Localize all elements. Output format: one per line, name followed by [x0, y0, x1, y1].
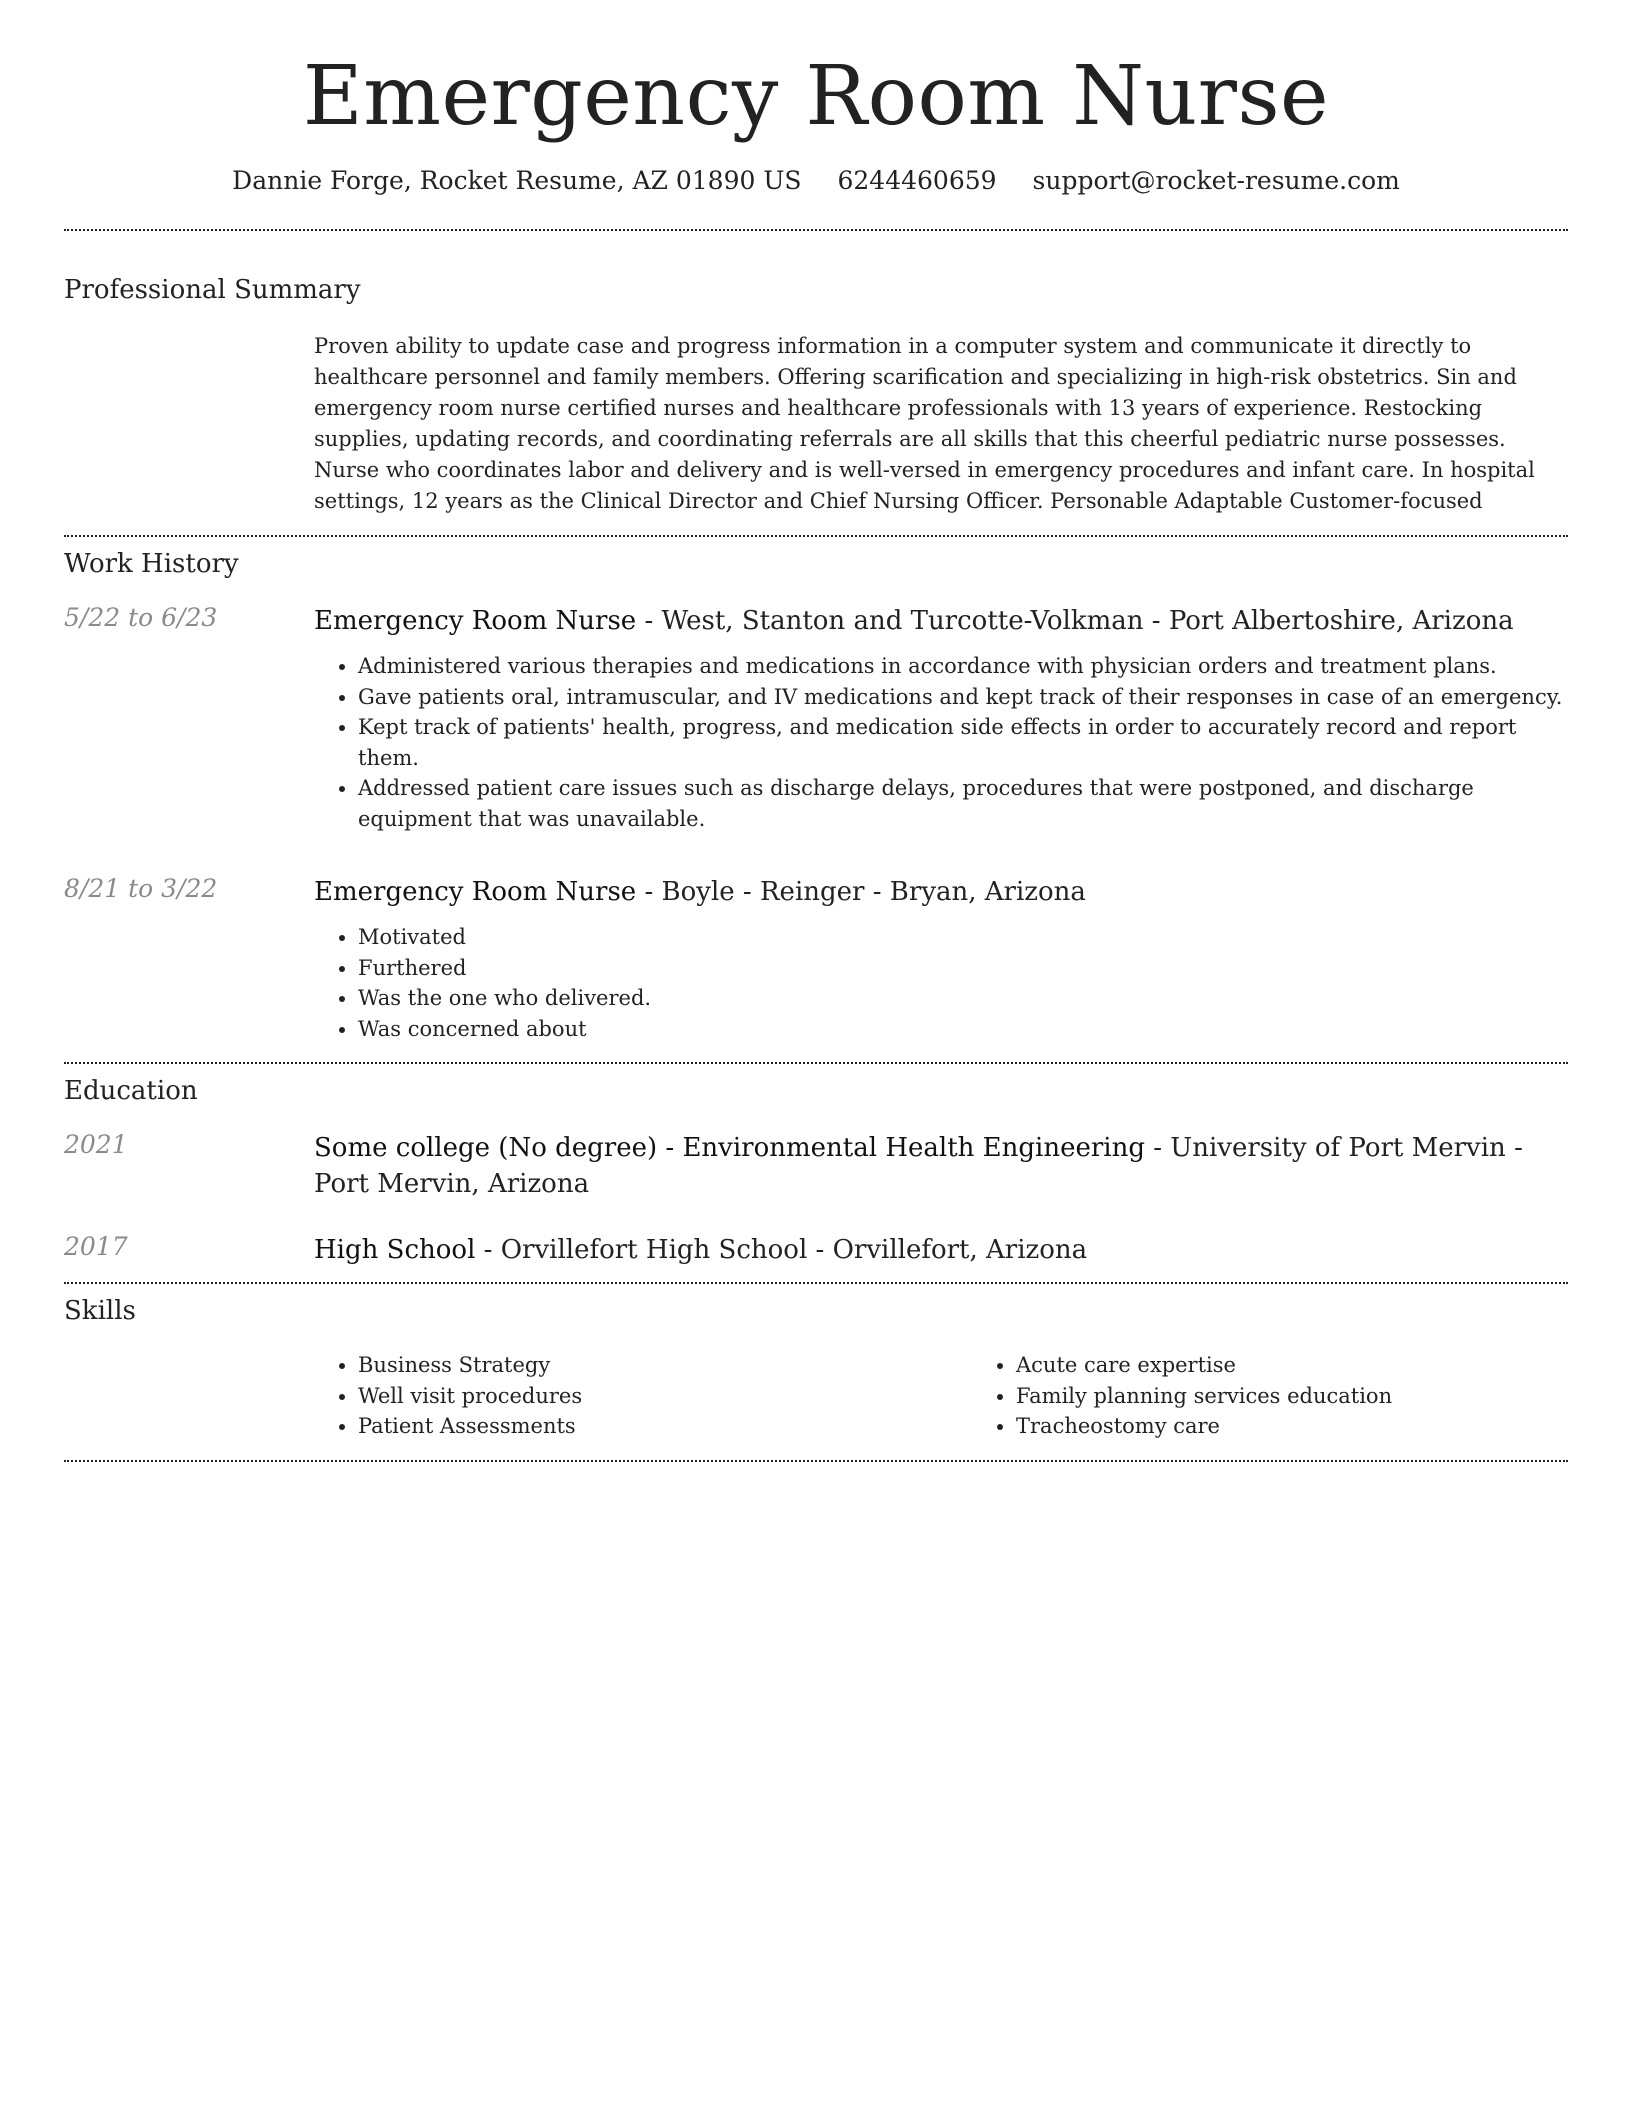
skills-section: [64, 1296, 1568, 1442]
summary-text: Proven ability to update case and progress information in a computer system and communicate it directly to healthcare personnel and family members. Offering scarification and specializing in high-risk obstetrics. Sin and emergency room nurse certified nurses and healthcare professionals with 13 years of experience. Restocking supplies, updating records, and coordinating referrals are all skills that this cheerful pediatric nurse possesses. Nurse who coordinates labor and delivery and is well-versed in emergency procedures and infant care. In hospital settings, 12 years as the Clinical Director and Chief Nursing Officer. Personable Adaptable Customer-focused: [314, 334, 1535, 514]
skill-item: • Tracheostomy care: [1016, 1411, 1630, 1442]
job-dates: 5/22 to 6/23: [64, 603, 218, 633]
work-section: [64, 549, 1568, 1044]
education-year: 2021: [64, 1130, 128, 1160]
job-bullets: [314, 922, 1568, 1044]
job-employer: - Boyle - Reinger - Bryan, Arizona: [636, 877, 1086, 908]
section-divider: [64, 535, 1568, 537]
skills-row: [64, 1350, 1568, 1442]
list-item: • Furthered: [358, 953, 1568, 984]
skill-item: • Family planning services education: [1016, 1381, 1630, 1412]
job-details: [314, 603, 1568, 834]
resume-title: Emergency Room Nurse: [302, 49, 1330, 144]
skill-item: • Acute care expertise: [1016, 1350, 1630, 1381]
education-heading: Education: [64, 1076, 198, 1107]
skill-item: • Business Strategy: [358, 1350, 972, 1381]
list-item: • Motivated: [358, 922, 1568, 953]
education-section: [64, 1076, 1568, 1268]
resume-header: [0, 0, 1632, 195]
education-degree: High School: [314, 1235, 476, 1266]
summary-row: [64, 331, 1568, 517]
job-title: [314, 603, 1568, 639]
list-item: • Gave patients oral, intramuscular, and IV medications and kept track of their responses in case of an emergency.: [358, 682, 1568, 713]
summary-section: [64, 275, 1568, 517]
job-employer: - West, Stanton and Turcotte-Volkman - Port Albertoshire, Arizona: [636, 606, 1514, 637]
skills-heading: Skills: [64, 1296, 136, 1327]
education-school: - University of Port Mervin - Port Mervin, Arizona: [314, 1133, 1523, 1200]
list-item: • Was concerned about: [358, 1014, 1568, 1045]
work-heading: Work History: [64, 549, 239, 580]
summary-spacer: [64, 331, 314, 517]
job-bullets: [314, 651, 1568, 834]
section-divider: [64, 1282, 1568, 1284]
list-item: • Kept track of patients' health, progress, and medication side effects in order to accurately record and report them.: [358, 712, 1568, 773]
contact-email: support@rocket-resume.com: [1032, 166, 1400, 196]
skills-spacer: [64, 1350, 314, 1442]
education-year: 2017: [64, 1232, 128, 1262]
education-entry: [64, 1232, 1568, 1268]
job-title: [314, 874, 1568, 910]
job-details: [314, 874, 1568, 1044]
contact-address: Dannie Forge, Rocket Resume, AZ 01890 US: [232, 166, 802, 196]
section-divider: [64, 229, 1568, 231]
skill-item: • Well visit procedures: [358, 1381, 972, 1412]
job-entry: [64, 874, 1568, 1044]
education-degree: Some college (No degree) - Environmental Health Engineering: [314, 1133, 1145, 1164]
job-role: Emergency Room Nurse: [314, 877, 637, 908]
education-entry: [64, 1130, 1568, 1202]
education-details: [314, 1130, 1568, 1202]
skills-list-left: [314, 1350, 972, 1442]
job-dates: 8/21 to 3/22: [64, 874, 218, 904]
job-entry: [64, 603, 1568, 834]
list-item: • Administered various therapies and medications in accordance with physician orders and treatment plans.: [358, 651, 1568, 682]
contact-line: [0, 166, 1632, 195]
education-details: [314, 1232, 1568, 1268]
education-school: - Orvillefort High School - Orvillefort, Arizona: [475, 1235, 1088, 1266]
section-divider: [64, 1460, 1568, 1462]
list-item: • Was the one who delivered.: [358, 983, 1568, 1014]
list-item: • Addressed patient care issues such as discharge delays, procedures that were postponed, and discharge equipment that was unavailable.: [358, 773, 1568, 834]
job-role: Emergency Room Nurse: [314, 606, 637, 637]
skill-item: • Patient Assessments: [358, 1411, 972, 1442]
section-divider: [64, 1062, 1568, 1064]
summary-heading: Professional Summary: [64, 275, 361, 306]
skills-list-right: [972, 1350, 1630, 1442]
contact-phone: 6244460659: [837, 166, 997, 196]
skills-columns: [314, 1350, 1630, 1442]
